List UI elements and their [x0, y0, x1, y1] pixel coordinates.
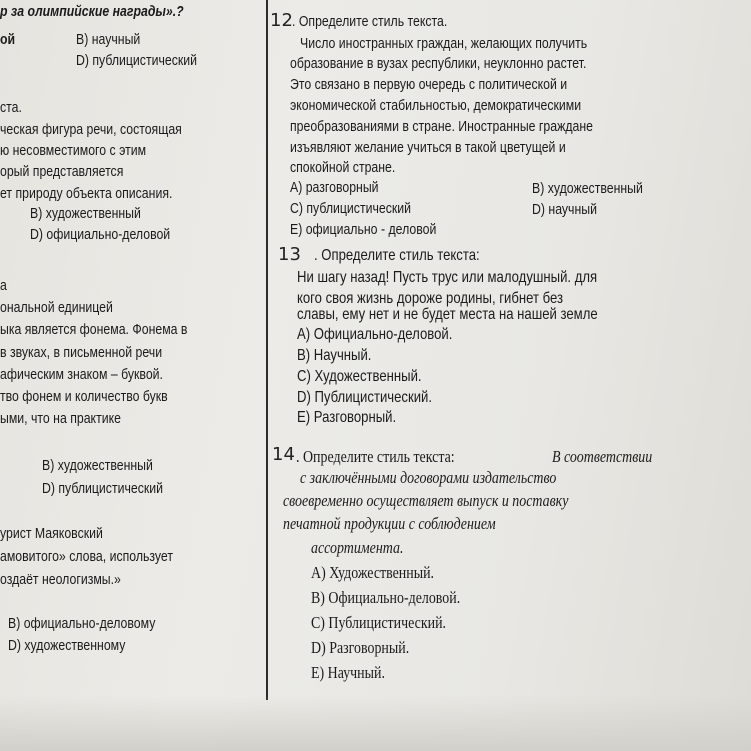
left-line: оздаёт неологизмы.»: [0, 571, 121, 588]
left-line: ет природу объекта описания.: [0, 185, 173, 202]
question-text-line: образование в вузах республики, неуклонно растет.: [290, 55, 587, 72]
question-text-line: кого своя жизнь дороже родины, гибнет без: [297, 290, 564, 307]
question-text-line: ассортимента.: [311, 538, 404, 557]
left-option: D) публицистический: [42, 480, 163, 497]
answer-option: Е) официально - деловой: [290, 221, 437, 238]
question-text-line: Число иностранных граждан, желающих получить: [300, 35, 588, 52]
left-line: ческая фигура речи, состоящая: [0, 121, 182, 138]
left-line: ю несовместимого с этим: [0, 142, 147, 159]
left-line: ыка является фонема. Фонема в: [0, 321, 188, 338]
question-text-line: преобразованиями в стране. Иностранные граждане: [290, 118, 593, 135]
answer-option: В) Научный.: [297, 347, 372, 364]
column-divider: [266, 0, 268, 700]
answer-option: Е) Научный.: [311, 663, 385, 682]
answer-option: В) художественный: [532, 180, 643, 197]
answer-option: D) научный: [532, 201, 597, 218]
left-line: р за олимпийские награды».?: [0, 3, 184, 20]
question-prompt: . Определите стиль текста.: [292, 13, 448, 30]
left-option: В) научный: [76, 31, 141, 48]
question-number: 14: [272, 444, 295, 465]
question-text-line: В соответствии: [552, 447, 653, 466]
left-line: ыми, что на практике: [0, 410, 121, 427]
left-line: афическим знаком – буквой.: [0, 366, 163, 383]
left-line: ста.: [0, 99, 22, 116]
question-text-line: своевременно осуществляет выпуск и поставку: [283, 491, 569, 510]
question-prompt: . Определите стиль текста:: [314, 247, 480, 264]
left-option: В) официально-деловому: [8, 615, 156, 632]
answer-option: A) разговорный: [290, 179, 379, 196]
left-option: В) художественный: [42, 457, 153, 474]
answer-option: D) Публицистический.: [297, 389, 433, 406]
left-line: ональной единицей: [0, 299, 113, 316]
left-line: в звуках, в письменной речи: [0, 344, 163, 361]
answer-option: A) Официально-деловой.: [297, 326, 453, 343]
left-option: D) публицистический: [76, 52, 197, 69]
question-text-line: славы, ему нет и не будет места на нашей земле: [297, 306, 598, 323]
left-option: D) художественному: [8, 637, 126, 654]
left-line: ой: [0, 31, 16, 48]
question-number: 12: [270, 10, 293, 31]
answer-option: A) Художественный.: [311, 563, 435, 582]
left-line: а: [0, 277, 7, 294]
question-text-line: изъявляют желание учиться в такой цветущей и: [290, 139, 566, 156]
question-prompt: . Определите стиль текста:: [296, 447, 455, 466]
left-line: урист Маяковский: [0, 525, 103, 542]
question-text-line: печатной продукции с соблюдением: [283, 514, 496, 533]
answer-option: В) Официально-деловой.: [311, 588, 461, 607]
answer-option: С) Публицистический.: [311, 613, 447, 632]
answer-option: С) Художественный.: [297, 368, 422, 385]
left-line: тво фонем и количество букв: [0, 388, 168, 405]
question-text-line: спокойной стране.: [290, 159, 396, 176]
question-text-line: с заключёнными договорами издательство: [300, 468, 557, 487]
question-text-line: экономической стабильностью, демократическими: [290, 97, 582, 114]
left-option: D) официально-деловой: [30, 226, 171, 243]
question-number: 13: [278, 244, 301, 265]
answer-option: D) Разговорный.: [311, 638, 410, 657]
left-line: орый представляется: [0, 163, 124, 180]
left-option: В) художественный: [30, 205, 141, 222]
answer-option: С) публицистический: [290, 200, 411, 217]
answer-option: Е) Разговорный.: [297, 409, 397, 426]
question-text-line: Ни шагу назад! Пусть трус или малодушный. для: [297, 269, 598, 286]
left-line: амовитого» слова, использует: [0, 548, 173, 565]
page-shadow: [0, 695, 751, 751]
question-text-line: Это связано в первую очередь с политической и: [290, 76, 568, 93]
